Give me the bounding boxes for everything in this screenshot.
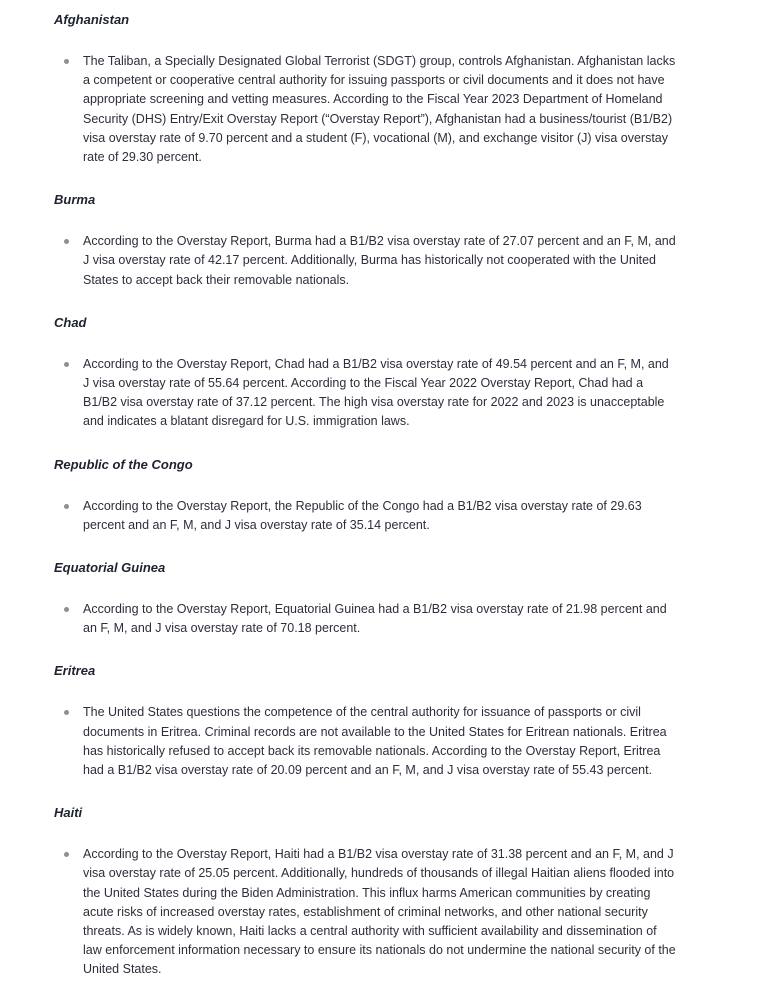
- country-heading: Afghanistan: [54, 12, 130, 27]
- country-heading: Haiti: [54, 805, 83, 821]
- list-item: [54, 52, 678, 167]
- section-equatorial-guinea: [54, 559, 678, 638]
- bullet-dot-icon: [64, 607, 69, 612]
- list-item-text: According to the Overstay Report, Haiti had a B1/B2 visa overstay rate of 31.38 percent and an F, M, and J visa overstay rate of 25.05 percent. Additionally, hundreds of thousands of illegal Haitian aliens flooded into the United States during the Biden Administration. This influx harms American communities by creating acute risks of increased overstay rates, establishment of criminal networks, and other national security threats. As is widely known, Haiti lacks a central authority with sufficient availability and dissemination of law enforcement information necessary to ensure its nationals do not undermine the national security of the United States.: [83, 847, 676, 977]
- list-item: [54, 355, 678, 432]
- list-item: [54, 845, 678, 979]
- list-item: [54, 497, 678, 535]
- bullet-list: [54, 497, 678, 535]
- list-item-text: According to the Overstay Report, Equatorial Guinea had a B1/B2 visa overstay rate of 21.98 percent and an F, M, and J visa overstay rate of 70.18 percent.: [83, 602, 667, 636]
- country-heading: Burma: [54, 192, 96, 208]
- list-item: [54, 232, 678, 290]
- section-eritrea: [54, 662, 678, 780]
- section-haiti: [54, 804, 678, 979]
- bullet-list: [54, 355, 678, 432]
- list-item-text: According to the Overstay Report, Chad had a B1/B2 visa overstay rate of 49.54 percent and an F, M, and J visa overstay rate of 55.64 percent. According to the Fiscal Year 2022 Overstay Report, Chad had a B1/B2 visa overstay rate of 37.12 percent. The high visa overstay rate for 2022 and 2023 is unacceptable and indicates a blatant disregard for U.S. immigration laws.: [83, 356, 669, 429]
- list-item: [54, 600, 678, 638]
- bullet-dot-icon: [64, 239, 69, 244]
- country-heading: Equatorial Guinea: [54, 560, 166, 576]
- bullet-list: [54, 52, 678, 167]
- bullet-dot-icon: [64, 710, 69, 715]
- bullet-list: [54, 600, 678, 638]
- list-item-text: The Taliban, a Specially Designated Global Terrorist (SDGT) group, controls Afghanistan. Afghanistan lacks a competent or cooperative central authority for issuing passports or civil documents and it does not have appropriate screening and vetting measures. According to the Fiscal Year 2023 Department of Homeland Security (DHS) Entry/Exit Overstay Report (“Overstay Report”), Afghanistan had a business/tourist (B1/B2) visa overstay rate of 9.70 percent and a student (F), vocational (M), and exchange visitor (J) visa overstay rate of 29.30 percent.: [83, 54, 676, 165]
- list-item: [54, 703, 678, 780]
- section-republic-of-the-congo: [54, 456, 678, 535]
- section-afghanistan: [54, 11, 678, 167]
- section-chad: [54, 314, 678, 432]
- list-item-text: According to the Overstay Report, the Republic of the Congo had a B1/B2 visa overstay rate of 29.63 percent and an F, M, and J visa overstay rate of 35.14 percent.: [83, 498, 642, 532]
- list-item-text: According to the Overstay Report, Burma had a B1/B2 visa overstay rate of 27.07 percent and an F, M, and J visa overstay rate of 42.17 percent. Additionally, Burma has historically not cooperated with the United States to accept back their removable nationals.: [83, 234, 676, 287]
- bullet-dot-icon: [64, 852, 69, 857]
- country-heading: Chad: [54, 314, 87, 330]
- country-heading: Eritrea: [54, 663, 96, 679]
- list-item-text: The United States questions the competence of the central authority for issuance of passports or civil documents in Eritrea. Criminal records are not available to the United States for Eritrean nationals. Eritrea has historically refused to accept back its removable nationals. According to the Overstay Report, Eritrea had a B1/B2 visa overstay rate of 20.09 percent and an F, M, and J visa overstay rate of 55.43 percent.: [83, 705, 667, 778]
- bullet-dot-icon: [64, 59, 69, 64]
- section-burma: [54, 191, 678, 290]
- bullet-list: [54, 703, 678, 780]
- bullet-dot-icon: [64, 362, 69, 367]
- country-heading: Republic of the Congo: [54, 456, 193, 472]
- bullet-dot-icon: [64, 504, 69, 509]
- bullet-list: [54, 845, 678, 979]
- bullet-list: [54, 232, 678, 290]
